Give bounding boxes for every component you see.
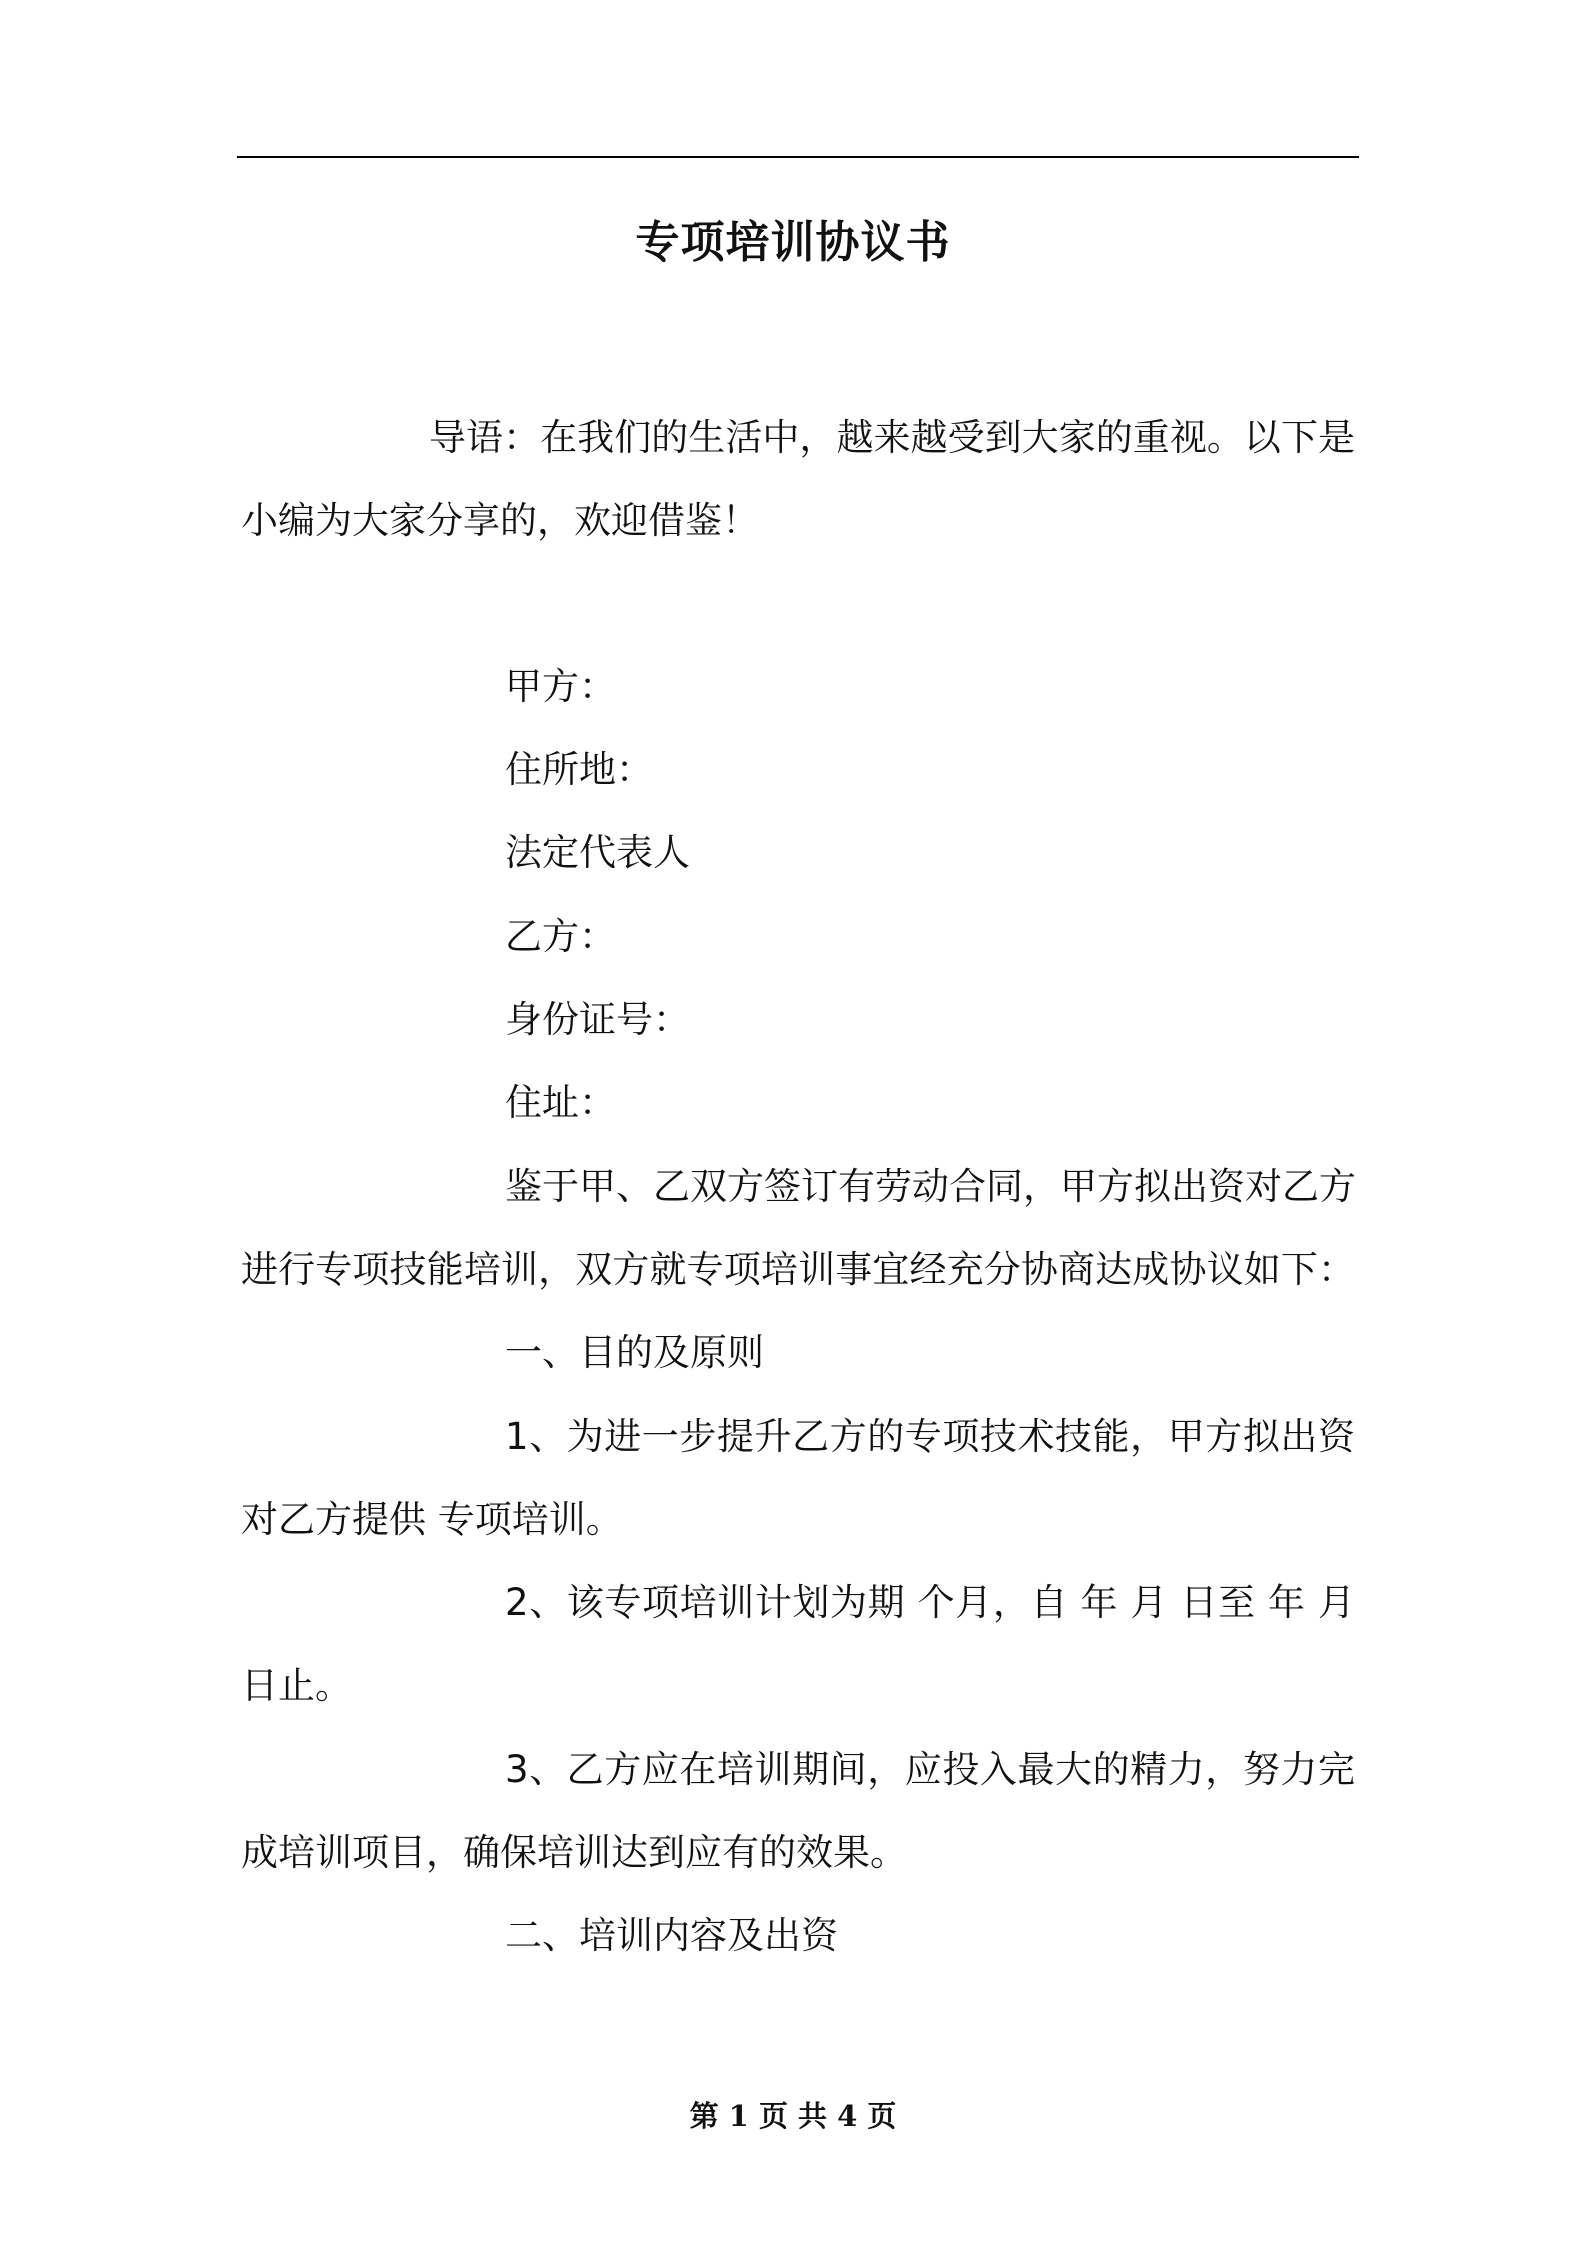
- document-title: 专项培训协议书: [635, 217, 951, 268]
- legal-representative-label: 法定代表人: [505, 831, 690, 874]
- clause-1-line-2: 对乙方提供 专项培训。: [241, 1498, 623, 1541]
- page-number-footer: 第 1 页 共 4 页: [689, 2099, 897, 2133]
- section-1-heading: 一、目的及原则: [505, 1331, 764, 1374]
- residence-label: 住址：: [505, 1081, 616, 1124]
- clause-2-line-2: 日止。: [241, 1664, 352, 1707]
- clause-3-line-2: 成培训项目，确保培训达到应有的效果。: [241, 1831, 907, 1874]
- intro-line-2: 小编为大家分享的，欢迎借鉴！: [241, 499, 759, 542]
- clause-3-line-1: 3、乙方应在培训期间，应投入最大的精力，努力完: [505, 1748, 1355, 1791]
- intro-line-1: 导语：在我们的生活中，越来越受到大家的重视。以下是: [429, 416, 1355, 459]
- id-number-label: 身份证号：: [505, 998, 690, 1041]
- preamble-line-1: 鉴于甲、乙双方签订有劳动合同，甲方拟出资对乙方: [505, 1165, 1356, 1208]
- section-2-heading: 二、培训内容及出资: [505, 1914, 838, 1957]
- address-label: 住所地：: [505, 748, 653, 791]
- clause-2-line-1: 2、该专项培训计划为期 个月，自 年 月 日至 年 月: [505, 1581, 1355, 1624]
- party-a-label: 甲方：: [505, 665, 616, 708]
- party-b-label: 乙方：: [505, 915, 616, 958]
- header-rule: [237, 156, 1359, 158]
- preamble-line-2: 进行专项技能培训，双方就专项培训事宜经充分协商达成协议如下：: [241, 1248, 1355, 1291]
- clause-1-line-1: 1、为进一步提升乙方的专项技术技能，甲方拟出资: [505, 1415, 1355, 1458]
